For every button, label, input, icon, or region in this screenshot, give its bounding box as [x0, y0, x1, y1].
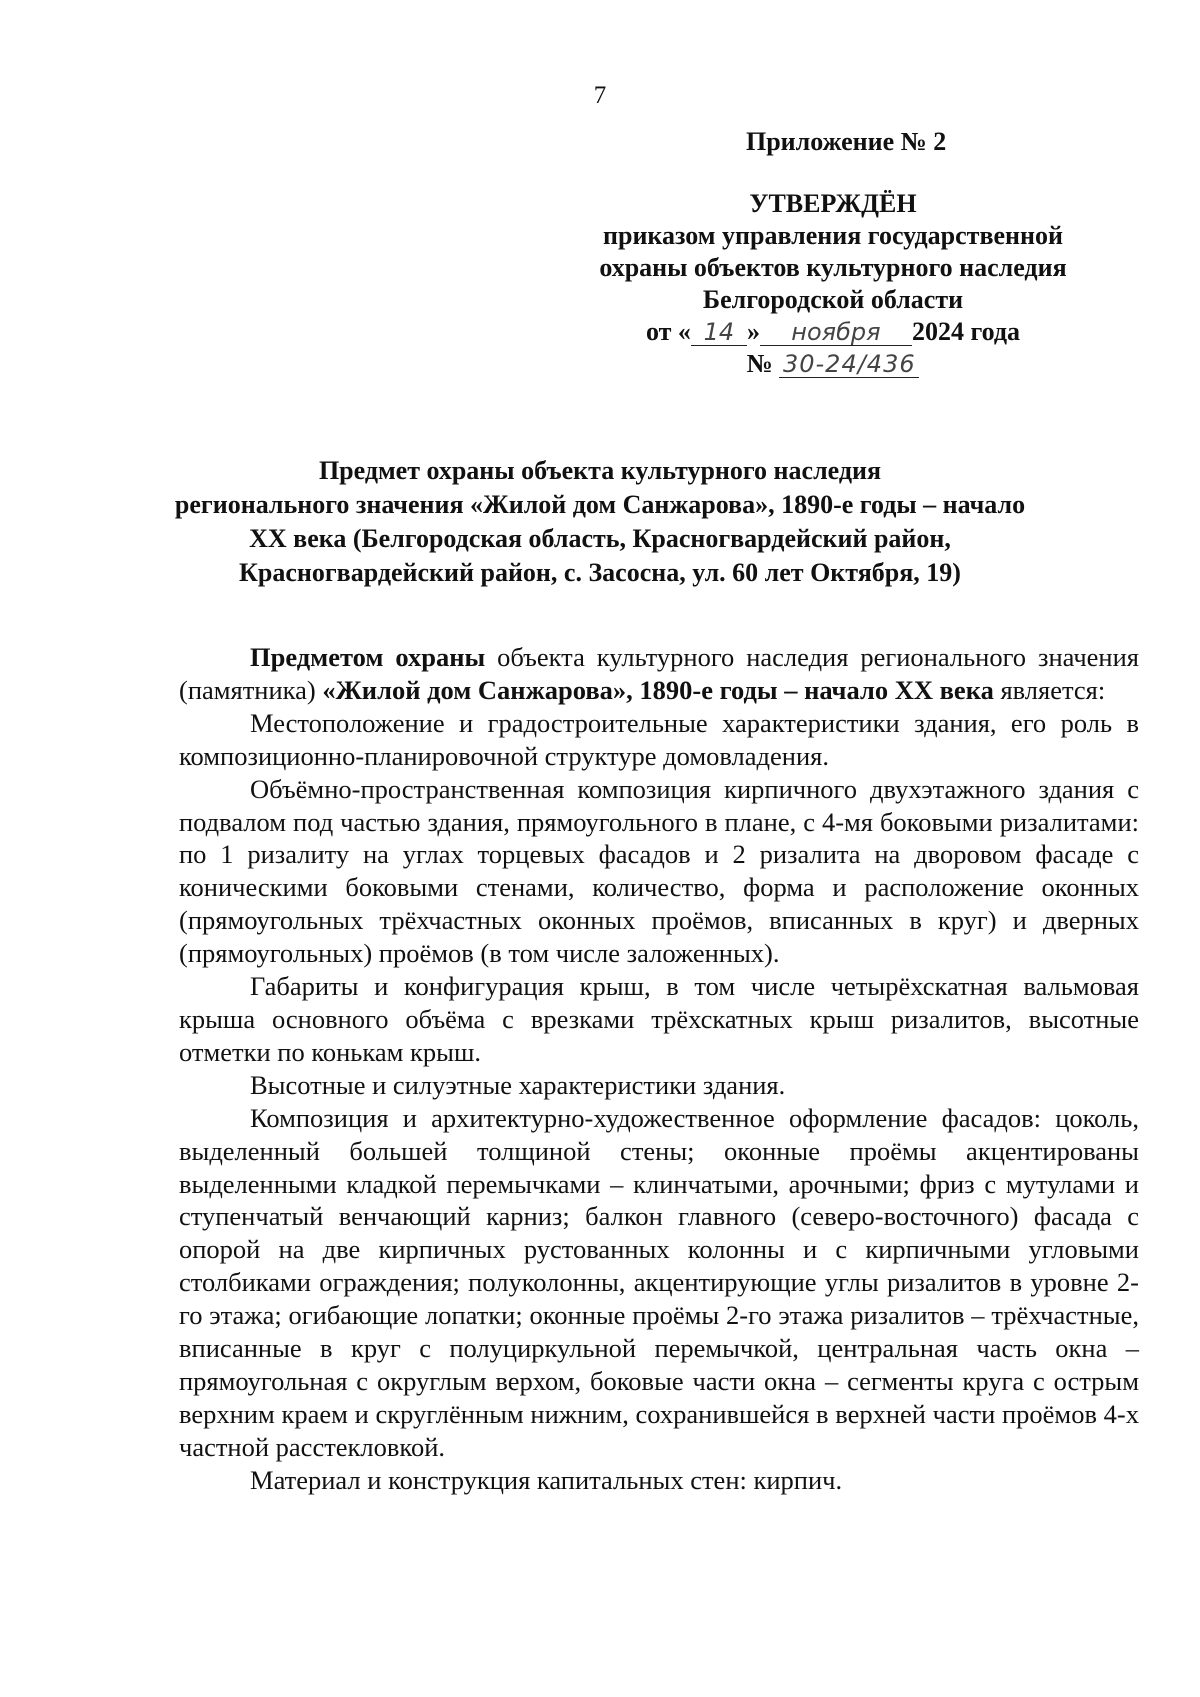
- body-paragraph: Материал и конструкция капитальных стен: кирпич.: [250, 1464, 843, 1495]
- date-prefix: от «: [646, 317, 691, 346]
- number-prefix: №: [746, 349, 773, 378]
- appendix-label: Приложение № 2: [746, 127, 947, 156]
- handwritten-month: ноября: [760, 319, 912, 346]
- body-paragraph: Габариты и конфигурация крыш, в том числе четырёхскатная вальмовая крыша основного объёма с врезками трёхскатных крыш ризалитов, высотные отметки по конькам крыш.: [179, 971, 1139, 1067]
- intro-text: объекта культурного наследия регионального значения (памятника): [179, 642, 1139, 705]
- document-title: [120, 454, 1080, 590]
- title-line: регионального значения «Жилой дом Санжарова», 1890-е годы – начало: [174, 490, 1026, 519]
- approval-line: Белгородской области: [702, 285, 964, 314]
- approval-heading: УТВЕРЖДЁН: [749, 189, 917, 218]
- date-suffix: 2024 года: [911, 317, 1020, 346]
- body-paragraph: Композиция и архитектурно-художественное оформление фасадов: цоколь, выделенный большей толщиной стены; оконные проёмы акцентированы выделенными кладкой перемычками – клинчатыми, арочными; фриз с мутулами и ступенчатый венчающий карниз; балкон главного (северо-восточного) фасада с опорой на две кирпичных рустованных колонны и с кирпичными угловыми столбиками ограждения; полуколонны, акцентирующие углы ризалитов в уровне 2-го этажа; огибающие лопатки; оконные проёмы 2-го этажа ризалитов – трёхчастные, вписанные в круг с полуциркульной перемычкой, центральная часть окна – прямоугольная с округлым верхом, боковые части окна – сегменты круга с острым верхним краем и скруглённым нижним, сохранившейся в верхней части проёмов 4-х частной расстекловкой.: [179, 1102, 1139, 1462]
- intro-text-end: является:: [993, 674, 1106, 705]
- approval-number: [560, 348, 1106, 380]
- body-paragraph: Местоположение и градостроительные характеристики здания, его роль в композиционно-планировочной структуре домовладения.: [179, 707, 1139, 771]
- approval-line: приказом управления государственной: [603, 221, 1063, 250]
- approval-line: охраны объектов культурного наследия: [599, 253, 1067, 282]
- handwritten-day: 14: [691, 319, 747, 346]
- page-number: 7: [593, 82, 607, 109]
- intro-bold-subject: Предметом охраны: [250, 642, 486, 672]
- handwritten-number: 30-24/436: [779, 351, 919, 378]
- title-line: XX века (Белгородская область, Красногвардейский район,: [249, 524, 951, 553]
- approval-date: [560, 316, 1106, 348]
- intro-paragraph: [179, 641, 1139, 707]
- date-mid: »: [746, 317, 760, 346]
- title-line: Красногвардейский район, с. Засосна, ул. 60 лет Октября, 19): [239, 558, 961, 587]
- body-paragraph: Высотные и силуэтные характеристики здания.: [250, 1069, 786, 1100]
- approval-block: [560, 188, 1106, 380]
- title-line: Предмет охраны объекта культурного наследия: [318, 456, 882, 485]
- intro-bold-object: «Жилой дом Санжарова», 1890-е годы – начало XX века: [322, 674, 994, 705]
- document-body: [179, 641, 1139, 1497]
- body-paragraph: Объёмно-пространственная композиция кирпичного двухэтажного здания с подвалом под частью здания, прямоугольного в плане, с 4-мя боковыми ризалитами: по 1 ризалиту на углах торцевых фасадов и 2 ризалита на дворовом фасаде с коническими боковыми стенами, количество, форма и расположение оконных (прямоугольных трёхчастных оконных проёмов, вписанных в круг) и дверных (прямоугольных) проёмов (в том числе заложенных).: [179, 773, 1139, 969]
